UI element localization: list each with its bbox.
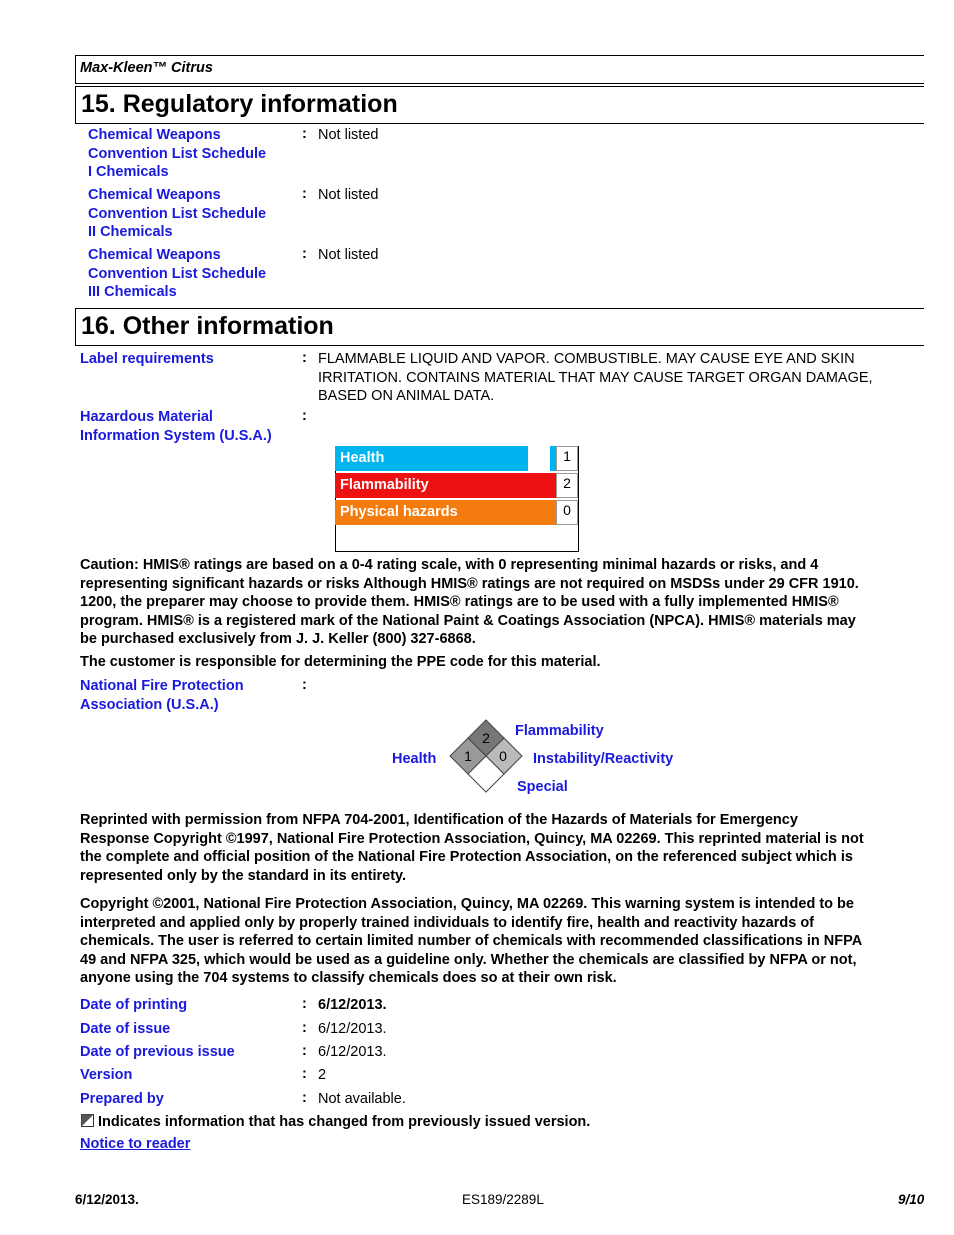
nfpa-flammability-label: Flammability — [515, 723, 604, 739]
hmis-flammability-value: 2 — [556, 473, 578, 498]
colon: : — [302, 186, 307, 202]
date-of-previous-issue-value: 6/12/2013. — [318, 1044, 387, 1060]
date-of-issue-label: Date of issue — [80, 1021, 171, 1037]
cwc-schedule-2-value: Not listed — [318, 187, 379, 203]
nfpa-flammability-value: 2 — [482, 730, 490, 746]
cwc-schedule-1-value: Not listed — [318, 127, 379, 143]
changed-note: Indicates information that has changed from previously issued version. — [98, 1114, 591, 1130]
cwc-schedule-2-label: Chemical Weapons Convention List Schedule II Chemicals — [88, 187, 267, 240]
prepared-by-label: Prepared by — [80, 1091, 164, 1107]
date-of-issue-value: 6/12/2013. — [318, 1021, 387, 1037]
hmis-caution-text: Caution: HMIS® ratings are based on a 0-4 rating scale, with 0 representing minimal hazards or risks, and 4 representing significant hazards or risks Although HMIS® ratings are not required on MSDSs under 29 CFR 1910. 1200, the preparer may choose to provide them. HMIS® ratings are to be used with a fully implemented HMIS® program. HMIS® is a registered mark of the National Paint & Coatings Association (NPCA). HMIS® materials may be purchased exclusively from J. J. Keller (800) 327-6868. — [80, 557, 859, 647]
colon: : — [302, 996, 307, 1012]
label-requirements-value: FLAMMABLE LIQUID AND VAPOR. COMBUSTIBLE. MAY CAUSE EYE AND SKIN IRRITATION. CONTAINS MATERIAL THAT MAY CAUSE TARGET ORGAN DAMAGE, BASED ON ANIMAL DATA. — [318, 351, 873, 404]
hmis-health-value: 1 — [556, 446, 578, 471]
nfpa-instability-value: 0 — [499, 748, 507, 764]
nfpa-copyright-text: Copyright ©2001, National Fire Protection Association, Quincy, MA 02269. This warning system is intended to be interpreted and applied only by properly trained individuals to identify fire, health and reactivity hazards of chemicals. The user is referred to certain limited number of chemicals with recommended classifications in NFPA 49 and NFPA 325, which would be used as a guideline only. Whether the chemicals are classified by NFPA or not, anyone using the 704 systems to classify chemicals does so at their own risk. — [80, 896, 863, 986]
colon: : — [302, 350, 307, 366]
section-16-title: 16. Other information — [81, 312, 334, 340]
notice-to-reader-link[interactable]: Notice to reader — [80, 1136, 191, 1152]
ppe-note: The customer is responsible for determining the PPE code for this material. — [80, 654, 601, 670]
footer-page: 9/10 — [898, 1192, 924, 1207]
hmis-physical-row: Physical hazards — [335, 500, 556, 525]
footer-date: 6/12/2013. — [75, 1192, 139, 1207]
footer-code: ES189/2289L — [462, 1192, 544, 1207]
hmis-health-row: Health — [335, 446, 552, 471]
colon: : — [302, 1090, 307, 1106]
document-header — [75, 55, 924, 84]
cwc-schedule-1-label: Chemical Weapons Convention List Schedule I Chemicals — [88, 127, 267, 180]
prepared-by-value: Not available. — [318, 1091, 406, 1107]
nfpa-health-value: 1 — [464, 748, 472, 764]
date-of-previous-issue-label: Date of previous issue — [80, 1044, 235, 1060]
date-of-printing-label: Date of printing — [80, 997, 188, 1013]
changed-indicator-icon — [81, 1114, 94, 1127]
label-requirements-label: Label requirements — [80, 351, 214, 367]
nfpa-instability-label: Instability/Reactivity — [533, 751, 674, 767]
cwc-schedule-3-value: Not listed — [318, 247, 379, 263]
colon: : — [302, 677, 307, 693]
hmis-label: Hazardous Material Information System (U.S.A.) — [80, 409, 272, 444]
product-name: Max-Kleen™ Citrus — [80, 60, 213, 76]
version-value: 2 — [318, 1067, 327, 1083]
nfpa-label: National Fire Protection Association (U.S.A.) — [80, 678, 244, 713]
cwc-schedule-3-label: Chemical Weapons Convention List Schedule III Chemicals — [88, 247, 267, 300]
section-16-heading — [75, 308, 924, 346]
colon: : — [302, 1066, 307, 1082]
nfpa-special-label: Special — [517, 779, 568, 795]
hmis-health-gap — [528, 446, 550, 471]
hmis-physical-value: 0 — [556, 500, 578, 525]
version-label: Version — [80, 1067, 133, 1083]
section-15-title: 15. Regulatory information — [81, 90, 398, 118]
section-15-heading — [75, 86, 924, 124]
colon: : — [302, 126, 307, 142]
nfpa-diamond — [446, 718, 526, 798]
date-of-printing-value: 6/12/2013. — [318, 997, 387, 1013]
nfpa-health-label: Health — [392, 751, 437, 767]
colon: : — [302, 408, 307, 424]
colon: : — [302, 1043, 307, 1059]
colon: : — [302, 246, 307, 262]
hmis-flammability-row: Flammability — [335, 473, 556, 498]
nfpa-reprint-text: Reprinted with permission from NFPA 704-2001, Identification of the Hazards of Materials for Emergency Response Copyright ©1997, National Fire Protection Association, Quincy, MA 02269. This reprinted material is not the complete and official position of the National Fire Protection Association, on the referenced subject which is represented only by the standard in its entirety. — [80, 812, 864, 884]
colon: : — [302, 1020, 307, 1036]
